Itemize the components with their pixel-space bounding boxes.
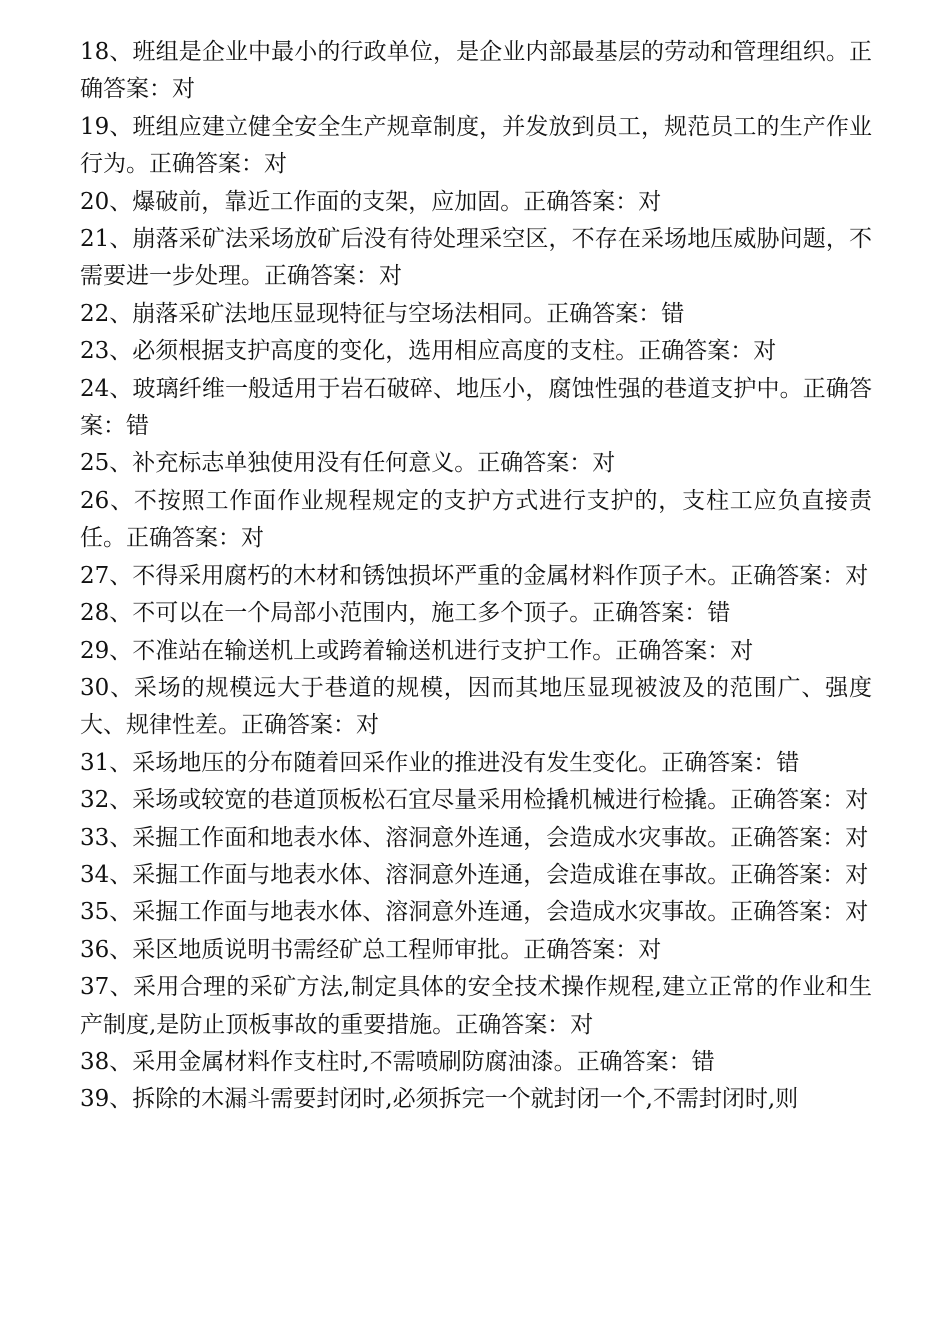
question-item: 38、采用金属材料作支柱时,不需喷刷防腐油漆。正确答案：错 [80,1048,715,1075]
question-item: 25、补充标志单独使用没有任何意义。正确答案：对 [80,450,616,477]
question-item: 39、拆除的木漏斗需要封闭时,必须拆完一个就封闭一个,不需封闭时,则 [80,1086,799,1113]
question-item: 24、玻璃纤维一般适用于岩石破碎、地压小，腐蚀性强的巷道支护中。正确答案：错 [80,375,872,440]
question-item: 35、采掘工作面与地表水体、溶洞意外连通，会造成水灾事故。正确答案：对 [80,899,869,926]
question-item: 29、不准站在输送机上或跨着输送机进行支护工作。正确答案：对 [80,637,754,664]
question-item: 22、崩落采矿法地压显现特征与空场法相同。正确答案：错 [80,300,685,327]
question-item: 28、不可以在一个局部小范围内，施工多个顶子。正确答案：错 [80,600,731,627]
question-item: 34、采掘工作面与地表水体、溶洞意外连通，会造成谁在事故。正确答案：对 [80,861,869,888]
question-item: 31、采场地压的分布随着回采作业的推进没有发生变化。正确答案：错 [80,749,800,776]
question-item: 33、采掘工作面和地表水体、溶洞意外连通，会造成水灾事故。正确答案：对 [80,824,869,851]
question-item: 23、必须根据支护高度的变化，选用相应高度的支柱。正确答案：对 [80,338,777,365]
question-item: 18、班组是企业中最小的行政单位，是企业内部最基层的劳动和管理组织。正确答案：对 [80,39,872,103]
question-item: 30、采场的规模远大于巷道的规模，因而其地压显现被波及的范围广、强度大、规律性差。正确答案：对 [80,674,872,739]
question-item: 19、班组应建立健全安全生产规章制度，并发放到员工，规范员工的生产作业行为。正确答案：对 [80,113,872,178]
question-item: 26、不按照工作面作业规程规定的支护方式进行支护的，支柱工应负直接责任。正确答案：对 [80,487,872,552]
question-item: 32、采场或较宽的巷道顶板松石宜尽量采用检撬机械进行检撬。正确答案：对 [80,787,869,814]
question-item: 36、采区地质说明书需经矿总工程师审批。正确答案：对 [80,936,662,963]
question-item: 20、爆破前，靠近工作面的支架，应加固。正确答案：对 [80,188,662,215]
question-item: 21、崩落采矿法采场放矿后没有待处理采空区，不存在采场地压威胁问题，不需要进一步处理。正确答案：对 [80,226,872,290]
question-item: 27、不得采用腐朽的木材和锈蚀损坏严重的金属材料作顶子木。正确答案：对 [80,562,869,589]
question-item: 37、采用合理的采矿方法,制定具体的安全技术操作规程,建立正常的作业和生产制度,是防止顶板事故的重要措施。正确答案：对 [80,974,872,1038]
document-page [80,34,872,1119]
